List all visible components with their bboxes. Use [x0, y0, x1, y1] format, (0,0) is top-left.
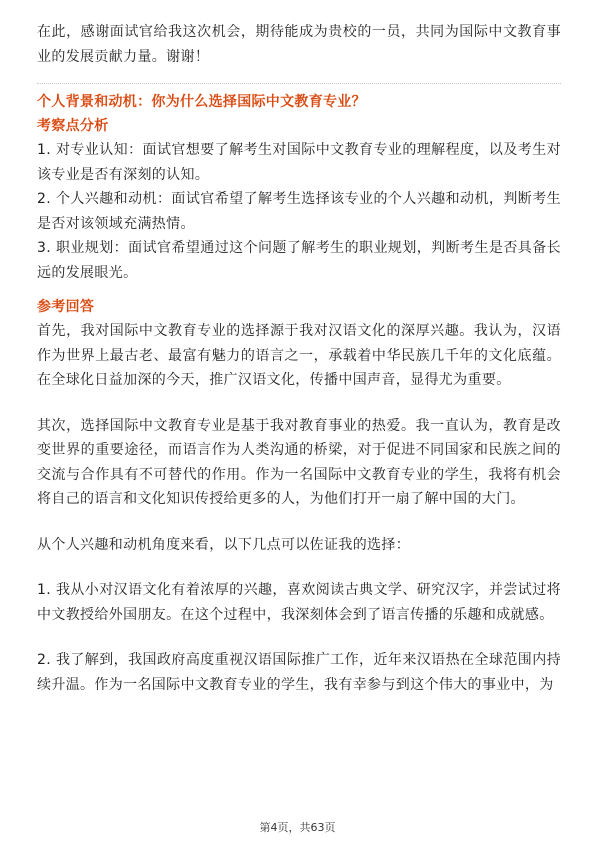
spacer	[37, 627, 561, 648]
spacer	[37, 512, 561, 533]
page-number-footer: 第4页，共63页	[259, 821, 336, 834]
answer-paragraph: 1. 我从小对汉语文化有着浓厚的兴趣，喜欢阅读古典文学、研究汉字，并尝试过将中文教授给外国朋友。在这个过程中，我深刻体会到了语言传播的乐趣和成就感。	[37, 582, 561, 623]
intro-closing-paragraph: 在此，感谢面试官给我这次机会，期待能成为贵校的一员，共同为国际中文教育事业的发展贡献力量。谢谢！	[37, 24, 561, 65]
spacer	[37, 557, 561, 578]
analysis-heading: 考察点分析	[37, 118, 109, 134]
analysis-point: 1. 对专业认知：面试官想要了解考生对国际中文教育专业的理解程度，以及考生对该专业是否有深刻的认知。	[37, 142, 561, 183]
answer-heading: 参考回答	[37, 299, 95, 315]
answer-paragraph: 首先，我对国际中文教育专业的选择源于我对汉语文化的深厚兴趣。我认为，汉语作为世界上最古老、最富有魅力的语言之一，承载着中华民族几千年的文化底蕴。在全球化日益加深的今天，推广汉语文化，传播中国声音，显得尤为重要。	[37, 323, 561, 388]
answer-paragraph: 其次，选择国际中文教育专业是基于我对教育事业的热爱。我一直认为，教育是改变世界的重要途径，而语言作为人类沟通的桥梁，对于促进不同国家和民族之间的交流与合作具有不可替代的作用。作为一名国际中文教育专业的学生，我将有机会将自己的语言和文化知识传授给更多的人，为他们打开一扇了解中国的大门。	[37, 417, 561, 507]
section-divider	[37, 83, 561, 84]
question-title: 个人背景和动机：你为什么选择国际中文教育专业？	[37, 94, 366, 110]
analysis-point: 2. 个人兴趣和动机：面试官希望了解考生选择该专业的个人兴趣和动机，判断考生是否对该领域充满热情。	[37, 191, 561, 232]
spacer	[37, 285, 561, 295]
answer-paragraph: 从个人兴趣和动机角度来看，以下几点可以佐证我的选择：	[37, 536, 411, 553]
spacer	[37, 393, 561, 414]
document-page	[37, 20, 561, 697]
analysis-point: 3. 职业规划：面试官希望通过这个问题了解考生的职业规划，判断考生是否具备长远的发展眼光。	[37, 240, 561, 281]
answer-paragraph: 2. 我了解到，我国政府高度重视汉语国际推广工作，近年来汉语热在全球范围内持续升温。作为一名国际中文教育专业的学生，我有幸参与到这个伟大的事业中，为	[37, 652, 561, 693]
